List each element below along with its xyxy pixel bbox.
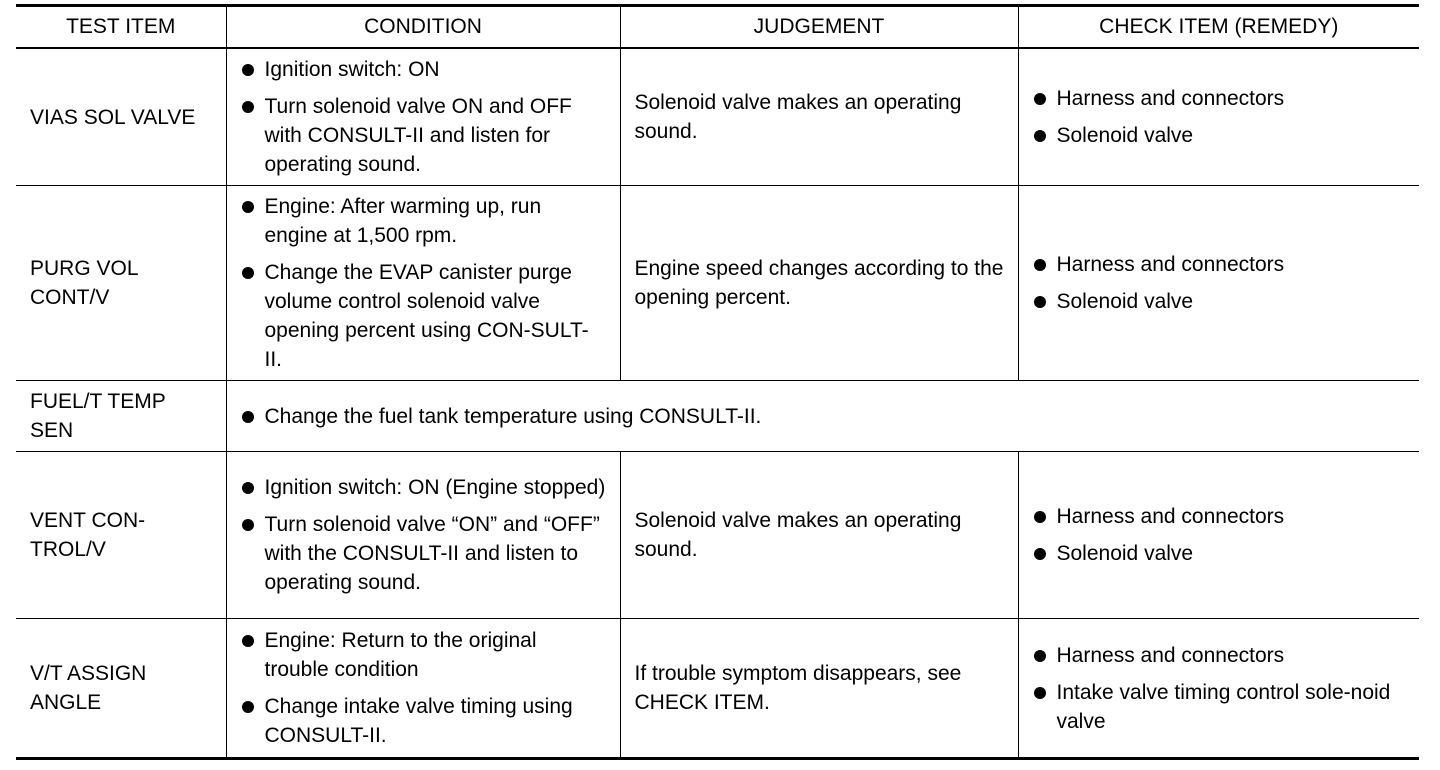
header-condition: CONDITION — [226, 6, 620, 49]
check-item: Harness and connectors — [1033, 84, 1406, 113]
bullet-icon — [1034, 548, 1046, 560]
judgement-cell: Solenoid valve makes an operating sound. — [620, 48, 1018, 186]
check-item: Harness and connectors — [1033, 250, 1406, 279]
condition-item: Ignition switch: ON (Engine stopped) — [241, 473, 606, 502]
table-row — [16, 381, 1419, 452]
test-item-cell: VENT CON-TROL/V — [16, 452, 226, 619]
condition-item: Change intake valve timing using CONSULT-II. — [241, 692, 606, 750]
header-test-item: TEST ITEM — [16, 6, 226, 49]
test-item-cell: V/T ASSIGN ANGLE — [16, 619, 226, 759]
table-row — [16, 186, 1419, 381]
bullet-icon — [1034, 259, 1046, 271]
bullet-icon — [1034, 130, 1046, 142]
check-item: Solenoid valve — [1033, 539, 1406, 568]
test-item-cell: PURG VOL CONT/V — [16, 186, 226, 381]
header-row — [16, 6, 1419, 49]
condition-cell — [226, 381, 1419, 452]
bullet-icon — [242, 267, 254, 279]
condition-item: Ignition switch: ON — [241, 55, 606, 84]
bullet-icon — [242, 201, 254, 213]
condition-cell — [226, 452, 620, 619]
check-item-cell — [1018, 619, 1419, 759]
table-row — [16, 619, 1419, 759]
condition-item: Change the fuel tank temperature using CONSULT-II. — [241, 402, 1406, 431]
check-item: Harness and connectors — [1033, 502, 1406, 531]
check-item: Solenoid valve — [1033, 287, 1406, 316]
judgement-cell: Solenoid valve makes an operating sound. — [620, 452, 1018, 619]
check-item-cell — [1018, 186, 1419, 381]
bullet-icon — [242, 635, 254, 647]
check-item: Harness and connectors — [1033, 641, 1406, 670]
test-item-cell: FUEL/T TEMP SEN — [16, 381, 226, 452]
active-test-table — [16, 4, 1419, 760]
bullet-icon — [1034, 93, 1046, 105]
table-row — [16, 452, 1419, 619]
bullet-icon — [1034, 650, 1046, 662]
check-item: Solenoid valve — [1033, 121, 1406, 150]
header-check-item: CHECK ITEM (REMEDY) — [1018, 6, 1419, 49]
test-item-cell: VIAS SOL VALVE — [16, 48, 226, 186]
bullet-icon — [242, 411, 254, 423]
check-item-cell — [1018, 452, 1419, 619]
check-item-cell — [1018, 48, 1419, 186]
condition-cell — [226, 48, 620, 186]
bullet-icon — [1034, 296, 1046, 308]
bullet-icon — [1034, 687, 1046, 699]
condition-cell — [226, 619, 620, 759]
check-item: Intake valve timing control sole-noid valve — [1033, 678, 1406, 736]
condition-item: Engine: After warming up, run engine at 1,500 rpm. — [241, 192, 606, 250]
condition-item: Turn solenoid valve ON and OFF with CONSULT-II and listen for operating sound. — [241, 92, 606, 179]
judgement-cell: Engine speed changes according to the opening percent. — [620, 186, 1018, 381]
header-judgement: JUDGEMENT — [620, 6, 1018, 49]
bullet-icon — [242, 64, 254, 76]
table-row — [16, 48, 1419, 186]
condition-item: Engine: Return to the original trouble condition — [241, 626, 606, 684]
bullet-icon — [242, 519, 254, 531]
bullet-icon — [242, 482, 254, 494]
bullet-icon — [1034, 511, 1046, 523]
bullet-icon — [242, 101, 254, 113]
condition-cell — [226, 186, 620, 381]
judgement-cell: If trouble symptom disappears, see CHECK ITEM. — [620, 619, 1018, 759]
condition-item: Turn solenoid valve “ON” and “OFF” with the CONSULT-II and listen to operating sound. — [241, 510, 606, 597]
condition-item: Change the EVAP canister purge volume control solenoid valve opening percent using CON-SULT-II. — [241, 258, 606, 374]
bullet-icon — [242, 701, 254, 713]
